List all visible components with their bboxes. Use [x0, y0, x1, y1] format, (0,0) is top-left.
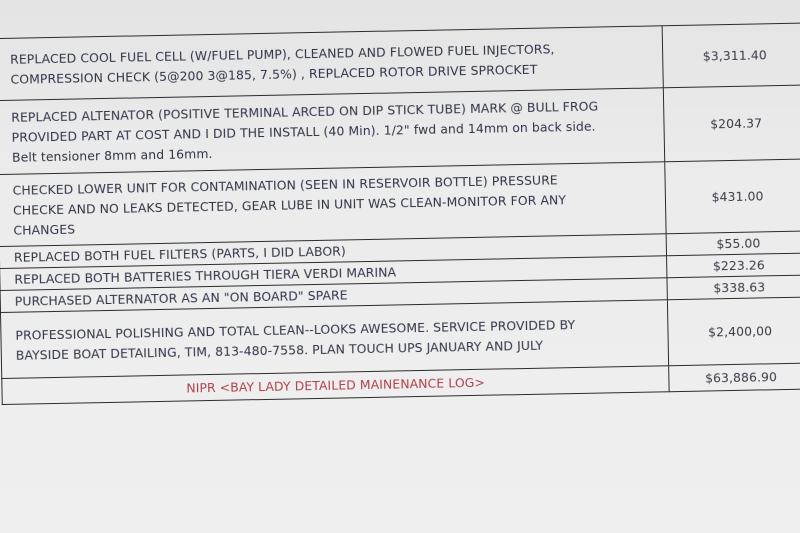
log-description	[0, 162, 666, 247]
description-line: CHANGES	[13, 221, 76, 238]
log-amount: $204.37	[664, 85, 800, 162]
log-amount: $2,400,00	[668, 297, 800, 366]
description-line: REPLACED BOTH FUEL FILTERS (PARTS, I DID LABOR)	[13, 242, 346, 265]
description-line: COMPRESSION CHECK (5@200 3@185, 7.5%) , REPLACED ROTOR DRIVE SPROCKET	[10, 61, 538, 87]
log-amount: $55.00	[666, 231, 800, 256]
description-line: REPLACED BOTH BATTERIES THROUGH TIERA VERDI MARINA	[14, 263, 397, 287]
log-amount: $431.00	[665, 159, 800, 234]
maintenance-log-table	[0, 23, 800, 406]
description-line: REPLACED COOL FUEL CELL (W/FUEL PUMP), CLEANED AND FLOWED FUEL INJECTORS,	[9, 40, 555, 67]
description-line: PROFESSIONAL POLISHING AND TOTAL CLEAN--LOOKS AWESOME. SERVICE PROVIDED BY	[15, 316, 576, 343]
log-amount: $338.63	[667, 275, 800, 300]
log-amount: $223.26	[667, 253, 800, 278]
log-amount: $3,311.40	[662, 23, 800, 88]
log-description	[0, 88, 665, 175]
log-total-label: NIPR <BAY LADY DETAILED MAINENANCE LOG>	[2, 366, 670, 405]
description-line: PURCHASED ALTERNATOR AS AN "ON BOARD" SPARE	[14, 286, 348, 309]
description-line: Belt tensioner 8mm and 16mm.	[11, 145, 213, 165]
description-line: PROVIDED PART AT COST AND I DID THE INSTALL (40 Min). 1/2" fwd and 14mm on back side.	[11, 118, 596, 145]
description-line: CHECKED LOWER UNIT FOR CONTAMINATION (SEEN IN RESERVOIR BOTTLE) PRESSURE	[12, 171, 558, 198]
description-line: BAYSIDE BOAT DETAILING, TIM, 813-480-7558. PLAN TOUCH UPS JANUARY AND JULY	[15, 337, 544, 363]
description-line: REPLACED ALTENATOR (POSITIVE TERMINAL ARCED ON DIP STICK TUBE) MARK @ BULL FROG	[11, 98, 599, 125]
log-total-amount: $63,886.90	[669, 363, 800, 392]
description-line: CHECKE AND NO LEAKS DETECTED, GEAR LUBE IN UNIT WAS CLEAN-MONITOR FOR ANY	[12, 191, 567, 218]
